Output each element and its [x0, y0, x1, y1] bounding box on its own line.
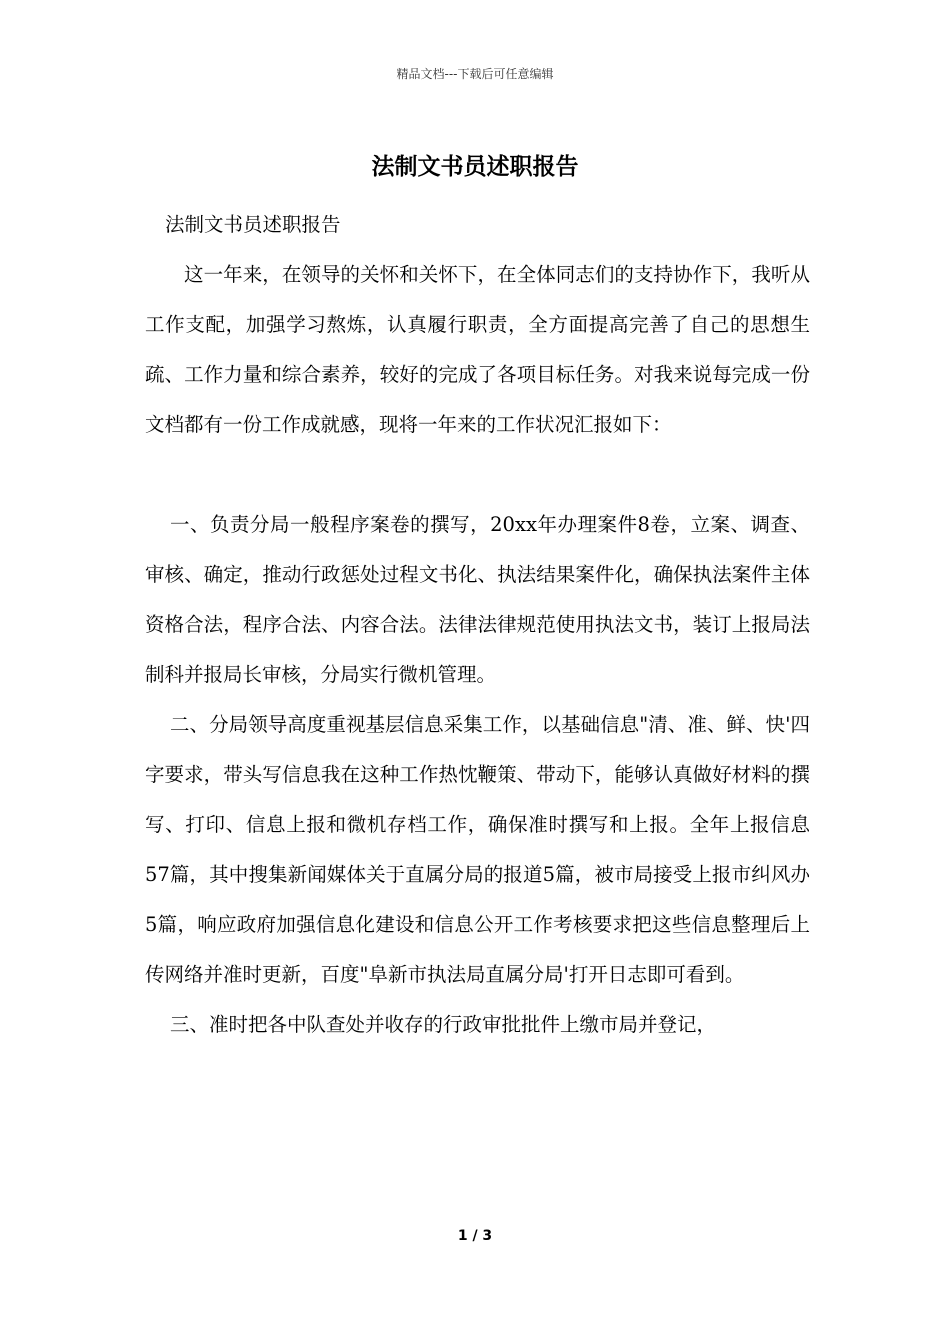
page-header: 精品文档---下载后可任意编辑 [396, 67, 554, 81]
page-indicator: 1 / 3 [457, 1228, 493, 1244]
document-body [145, 200, 810, 1050]
paragraph-section-3: 三、准时把各中队查处并收存的行政审批批件上缴市局并登记， [170, 1013, 717, 1036]
paragraph-intro: 这一年来，在领导的关怀和关怀下，在全体同志们的支持协作下，我听从工作支配，加强学习熬炼，认真履行职责，全方面提高完善了自己的思想生疏、工作力量和综合素养，较好的完成了各项目标任务。对我来说每完成一份文档都有一份工作成就感，现将一年来的工作状况汇报如下： [145, 263, 810, 436]
paragraph-section-2: 二、分局领导高度重视基层信息采集工作，以基础信息"清、准、鲜、快'四字要求，带头写信息我在这种工作热忱鞭策、带动下，能够认真做好材料的撰写、打印、信息上报和微机存档工作，确保准时撰写和上报。全年上报信息57篇，其中搜集新闻媒体关于直属分局的报道5篇，被市局接受上报市纠风办5篇，响应政府加强信息化建设和信息公开工作考核要求把这些信息整理后上传网络并准时更新，百度"阜新市执法局直属分局'打开日志即可看到。 [145, 713, 810, 986]
blank-line [145, 450, 810, 500]
document-subtitle: 法制文书员述职报告 [165, 213, 341, 236]
paragraph-section-1: 一、负责分局一般程序案卷的撰写，20xx年办理案件8卷，立案、调查、审核、确定，推动行政惩处过程文书化、执法结果案件化，确保执法案件主体资格合法，程序合法、内容合法。法律法律规范使用执法文书，装订上报局法制科并报局长审核，分局实行微机管理。 [145, 513, 810, 686]
document-title: 法制文书员述职报告 [371, 153, 579, 180]
